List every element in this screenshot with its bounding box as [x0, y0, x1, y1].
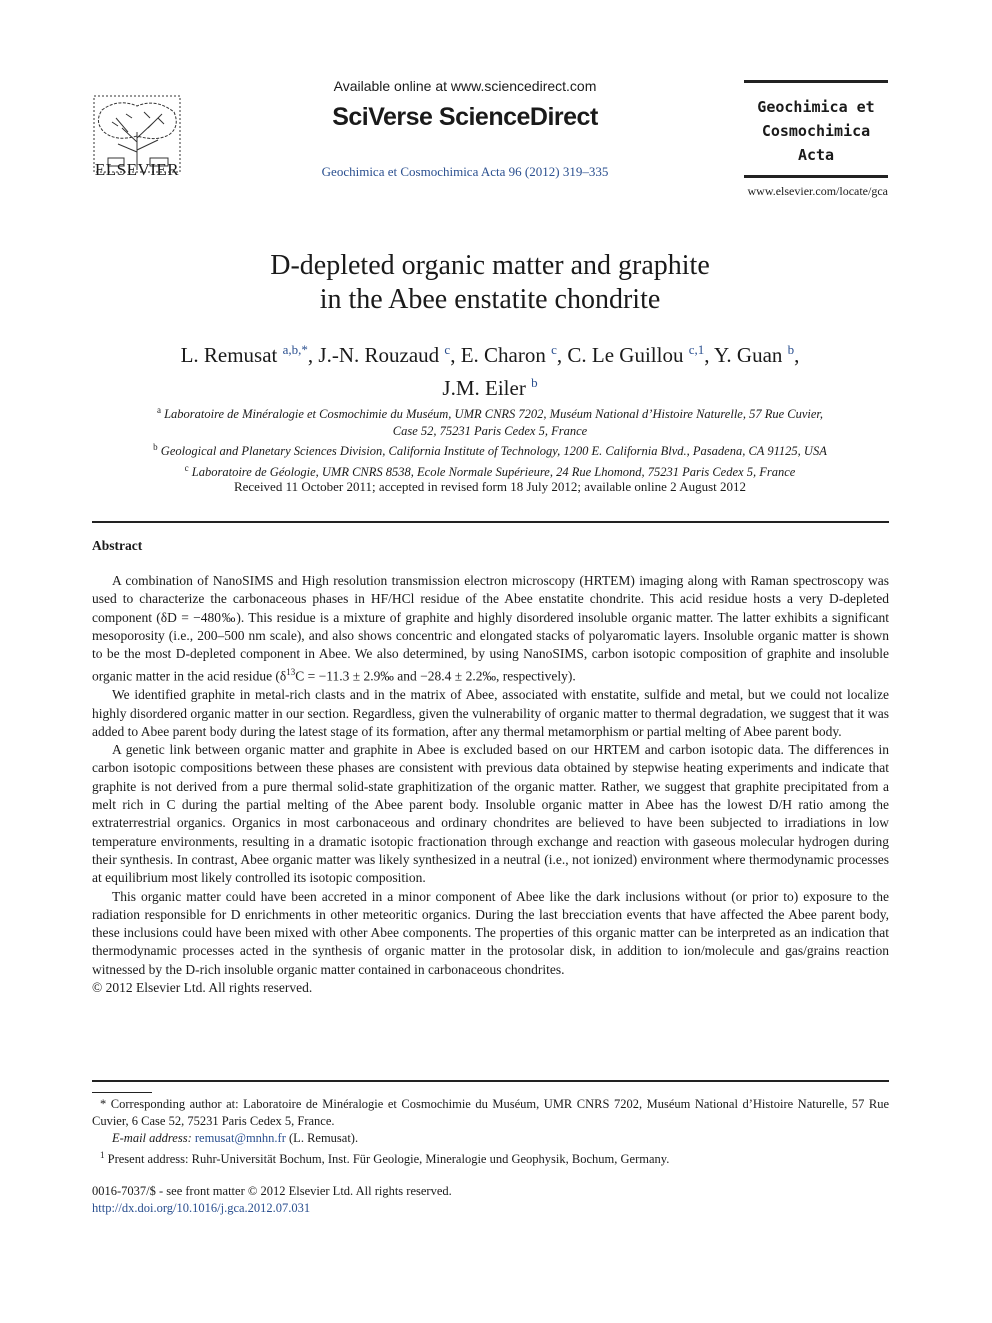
- journal-rule-top: [744, 80, 888, 83]
- affiliation-text: Laboratoire de Minéralogie et Cosmochimie du Muséum, UMR CNRS 7202, Muséum National d’Histoire Naturelle, 57 Rue Cuvier,: [164, 407, 824, 421]
- footnote-rule: [92, 1092, 152, 1093]
- sciencedirect-brand: SciVerse ScienceDirect: [332, 103, 598, 131]
- journal-citation-link[interactable]: Geochimica et Cosmochimica Acta 96 (2012) 319–335: [321, 164, 609, 179]
- doi-link[interactable]: http://dx.doi.org/10.1016/j.gca.2012.07.031: [92, 1201, 311, 1215]
- corresponding-author-note: [92, 1096, 889, 1130]
- author-affiliation-mark[interactable]: b: [787, 342, 795, 357]
- elsevier-wordmark: ELSEVIER: [94, 160, 180, 179]
- abstract-paragraph: This organic matter could have been accreted in a minor component of Abee like the dark inclusions without (or prior to) exposure to the radiation responsible for D enrichments in other meteoritic organics. During the last brecciation events that have affected the Abee parent body, these inclusions could have been mixed with other Abee components. The properties of this organic matter can be interpreted as an indication that thermodynamic processes acted in the synthesis of organic matter in the protosolar disk, in addition to ion/molecule and gas/grains reaction witnessed by the D-rich insoluble organic matter contained in carbonaceous chondrites.: [92, 888, 889, 977]
- author-name: C. Le Guillou: [567, 343, 684, 367]
- journal-name: [744, 95, 888, 167]
- email-note: [92, 1130, 889, 1147]
- journal-name-line: Cosmochimica: [761, 122, 871, 140]
- footnote-text: Present address: Ruhr-Universität Bochum, Inst. Für Geologie, Mineralogie und Geophysik, Bochum, Germany.: [107, 1152, 670, 1167]
- author-affiliation-mark[interactable]: c: [444, 342, 451, 357]
- author-affiliation-mark[interactable]: c: [551, 342, 557, 357]
- available-online-notice: Available online at www.sciencedirect.com: [333, 78, 597, 94]
- affiliation-text: Laboratoire de Géologie, UMR CNRS 8538, Ecole Normale Supérieure, 24 Rue Lhomond, 75231 Paris Cedex 5, France: [191, 464, 796, 479]
- abstract-text: C = −11.3 ± 2.9‰ and −28.4 ± 2.2‰, respectively).: [295, 668, 576, 684]
- isotope-superscript: 13: [286, 667, 296, 678]
- affiliation-text-continued: Case 52, 75231 Paris Cedex 5, France: [392, 423, 588, 438]
- abstract-body: [92, 572, 889, 997]
- affiliation-mark: a: [156, 405, 161, 415]
- abstract-paragraph: A genetic link between organic matter and graphite in Abee is excluded based on our HRTEM and carbon isotopic data. The differences in carbon isotopic compositions between these phases are consistent with previous data obtained by stepwise heating experiments and indicate that graphite is not derived from a pure thermal solid-state graphitization of the organic matter. Rather, we suggest that graphite precipitated from a melt rich in C during the partial melting of the Abee parent body. Insoluble organic matter in Abee has the lowest D/H ratio among the extraterrestrial organics. Organics in most carbonaceous and ordinary chondrites are believed to have been subjected to irradiations in low temperature environments, resulting in a dramatic isotopic fractionation through exchange and reaction with gaseous molecular hydrogen during their synthesis. In contrast, Abee organic matter was likely synthesized in a neutral (i.e., not ionized) environment where thermodynamic processes at equilibrium most likely controlled its isotopic composition.: [92, 742, 889, 886]
- abstract-text: A combination of NanoSIMS and High resolution transmission electron microscopy (HRTEM) imaging along with Raman spectroscopy was used to characterize the carbonaceous phases in HF/HCl residue of the Abee enstatite chondrite. This acid residue hosts a very D-depleted component (δD = −480‰). This residue is a mixture of graphite and highly disordered insoluble organic matter. The latter exhibits a significant mesoporosity (i.e., 200–500 nm scale), and also shows concentric and elongated stacks of polyaromatic layers. Insoluble organic matter is shown to be the most D-depleted component in Abee. We also determined, by using NanoSIMS, carbon isotopic composition of graphite and insoluble organic matter in the acid residue (δ: [92, 573, 889, 684]
- present-address-note: [92, 1147, 889, 1168]
- journal-name-line: Acta: [797, 146, 835, 164]
- affiliation-item: [92, 439, 888, 460]
- affiliation-item: [92, 460, 888, 481]
- email-link[interactable]: remusat@mnhn.fr: [194, 1131, 286, 1145]
- issn-line: 0016-7037/$ - see front matter © 2012 Elsevier Ltd. All rights reserved.: [92, 1184, 452, 1198]
- footnote-mark: 1: [100, 1150, 105, 1160]
- journal-name-line: Geochimica et: [757, 98, 875, 116]
- author-list: L. Remusat $^{a,b,*}$, J.-N. Rouzaud $^c$, E. Charon $^c$, C. Le Guillou $^{c,1}$, Y. Guan $^b$, J.M. Eiler $^b$: [180, 342, 800, 400]
- author-name: Y. Guan: [713, 343, 783, 367]
- abstract-rule-bottom: [92, 1080, 889, 1082]
- title-line: D-depleted organic matter and graphite: [270, 250, 710, 281]
- abstract-heading: Abstract: [92, 538, 143, 553]
- author-name: J.-N. Rouzaud: [318, 343, 440, 367]
- author-affiliation-mark[interactable]: b: [531, 375, 538, 390]
- journal-url[interactable]: www.elsevier.com/locate/gca: [747, 184, 888, 198]
- affiliation-text: Geological and Planetary Sciences Division, California Institute of Technology, 1200 E. California Blvd., Pasadena, CA 91125, USA: [160, 444, 827, 458]
- copyright-line: © 2012 Elsevier Ltd. All rights reserved.: [92, 980, 313, 996]
- abstract-paragraph: [92, 572, 889, 686]
- author-name: E. Charon: [460, 343, 546, 367]
- email-suffix: (L. Remusat).: [289, 1131, 359, 1145]
- article-title: [92, 249, 888, 317]
- author-affiliation-mark[interactable]: a,b,*: [282, 342, 308, 357]
- affiliation-list: [92, 402, 888, 480]
- footnote-mark: *: [100, 1097, 107, 1111]
- title-line: in the Abee enstatite chondrite: [319, 284, 661, 315]
- footnotes: [92, 1096, 889, 1168]
- abstract-rule-top: [92, 521, 889, 523]
- affiliation-mark: c: [184, 462, 189, 473]
- email-label: E-mail address:: [112, 1131, 192, 1145]
- author-name: L. Remusat: [180, 343, 278, 367]
- front-matter: [92, 1183, 692, 1217]
- author-affiliation-mark[interactable]: c,1: [688, 342, 705, 357]
- journal-rule-bottom: [744, 175, 888, 178]
- received-dates: Received 11 October 2011; accepted in revised form 18 July 2012; available online 2 August 2012: [233, 479, 747, 494]
- abstract-paragraph: We identified graphite in metal-rich clasts and in the matrix of Abee, associated with enstatite, sulfide and metal, but we could not localize highly disordered organic matter in our section. Regardless, given the vulnerability of organic matter to thermal degradation, we suggest that it was added to Abee parent body during the latest stage of its formation, after any thermal metamorphism or partial melting of Abee parent body.: [92, 687, 889, 739]
- affiliation-mark: b: [153, 442, 158, 452]
- author-name: J.M. Eiler: [442, 376, 526, 400]
- affiliation-item: [92, 402, 888, 423]
- footnote-text: Corresponding author at: Laboratoire de Minéralogie et Cosmochimie du Muséum, UMR CNRS 7202, Muséum National d’Histoire Naturelle, 57 Rue Cuvier, 6 Case 52, 75231 Paris Cedex 5, France.: [92, 1097, 890, 1128]
